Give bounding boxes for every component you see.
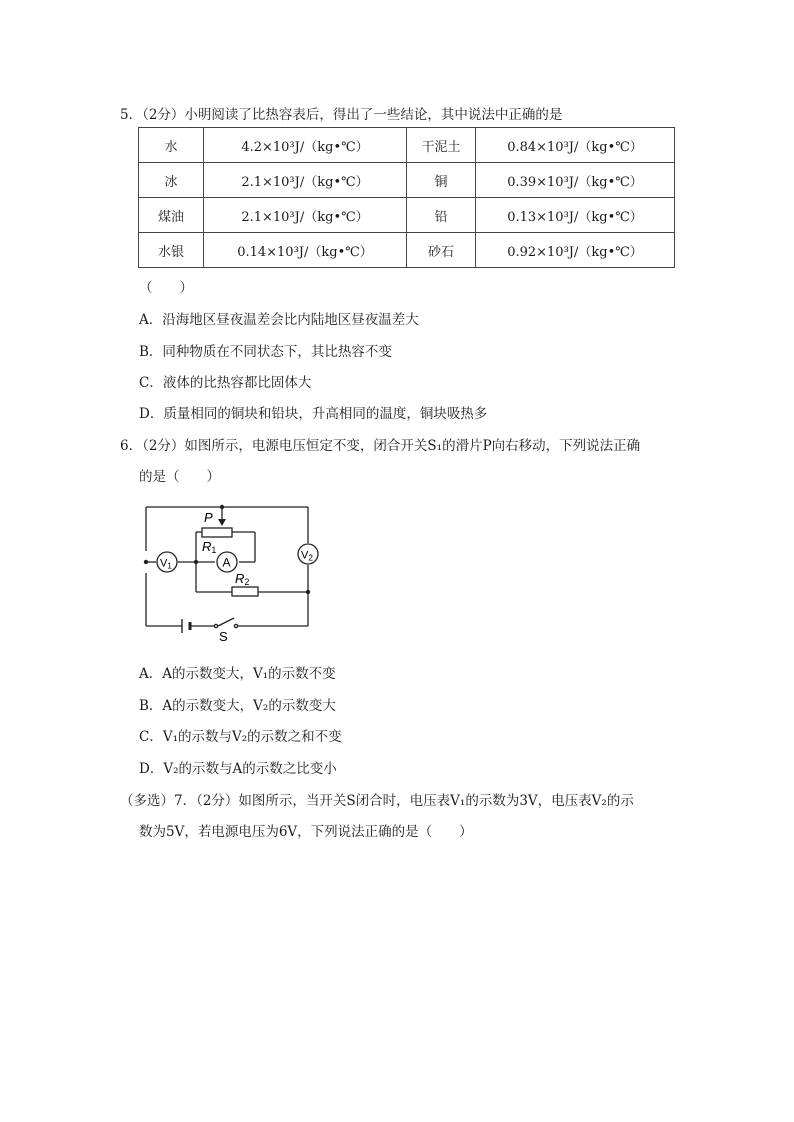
- switch-lever: [218, 618, 234, 626]
- q6-option-b[interactable]: B．A的示数变大，V₂的示数变大: [139, 698, 336, 714]
- q6-stem-line1: 6．（2分）如图所示，电源电压恒定不变，闭合开关S₁的滑片P向右移动，下列说法正确: [120, 438, 641, 454]
- specific-heat-cell: 0.92×10³J/（kg•℃）: [476, 233, 675, 268]
- substance-cell: 铜: [407, 163, 476, 198]
- q5-option-a[interactable]: A．沿海地区昼夜温差会比内陆地区昼夜温差大: [139, 312, 419, 328]
- specific-heat-table: [138, 127, 675, 268]
- slider-arrow-icon: [218, 519, 226, 526]
- specific-heat-cell: 2.1×10³J/（kg•℃）: [204, 198, 407, 233]
- slider-label: P: [204, 510, 213, 525]
- specific-heat-cell: 4.2×10³J/（kg•℃）: [204, 128, 407, 163]
- q6-option-c[interactable]: C．V₁的示数与V₂的示数之和不变: [139, 729, 342, 745]
- specific-heat-cell: 2.1×10³J/（kg•℃）: [204, 163, 407, 198]
- specific-heat-cell: 0.39×10³J/（kg•℃）: [476, 163, 675, 198]
- table-row: [139, 163, 675, 198]
- q5-stem: 5．（2分）小明阅读了比热容表后，得出了一些结论，其中说法中正确的是: [120, 107, 563, 123]
- q5-option-c[interactable]: C．液体的比热容都比固体大: [139, 375, 312, 391]
- table-row: [139, 198, 675, 233]
- substance-cell: 干泥土: [407, 128, 476, 163]
- q5-option-d[interactable]: D．质量相同的铜块和铅块，升高相同的温度，铜块吸热多: [139, 406, 488, 422]
- specific-heat-cell: 0.13×10³J/（kg•℃）: [476, 198, 675, 233]
- substance-cell: 砂石: [407, 233, 476, 268]
- switch-label: S: [219, 629, 228, 644]
- q7-stem-line2: 数为5V，若电源电压为6V，下列说法正确的是（ ）: [139, 824, 473, 840]
- resistor-r1: [202, 528, 232, 537]
- table-row: [139, 128, 675, 163]
- v2-label: V2: [301, 549, 313, 563]
- resistor-r2: [232, 587, 258, 596]
- q5-option-b[interactable]: B．同种物质在不同状态下，其比热容不变: [139, 344, 392, 360]
- substance-cell: 水银: [139, 233, 204, 268]
- r1-label: R1: [202, 539, 217, 555]
- q7-stem-line1: （多选）7．（2分）如图所示，当开关S闭合时，电压表V₁的示数为3V，电压表V₂的示: [120, 793, 634, 809]
- substance-cell: 煤油: [139, 198, 204, 233]
- ammeter-label: A: [222, 555, 231, 570]
- q6-option-d[interactable]: D．V₂的示数与A的示数之比变小: [139, 761, 337, 777]
- specific-heat-cell: 0.84×10³J/（kg•℃）: [476, 128, 675, 163]
- substance-cell: 铅: [407, 198, 476, 233]
- q5-answer-blank: （ ）: [139, 280, 193, 296]
- q6-stem-line2: 的是（ ）: [139, 469, 220, 485]
- v1-label: V1: [160, 557, 172, 571]
- specific-heat-cell: 0.14×10³J/（kg•℃）: [204, 233, 407, 268]
- substance-cell: 水: [139, 128, 204, 163]
- table-row: [139, 233, 675, 268]
- circuit-diagram: [138, 494, 328, 644]
- substance-cell: 冰: [139, 163, 204, 198]
- q6-option-a[interactable]: A．A的示数变大，V₁的示数不变: [139, 666, 336, 682]
- r2-label: R2: [235, 571, 250, 587]
